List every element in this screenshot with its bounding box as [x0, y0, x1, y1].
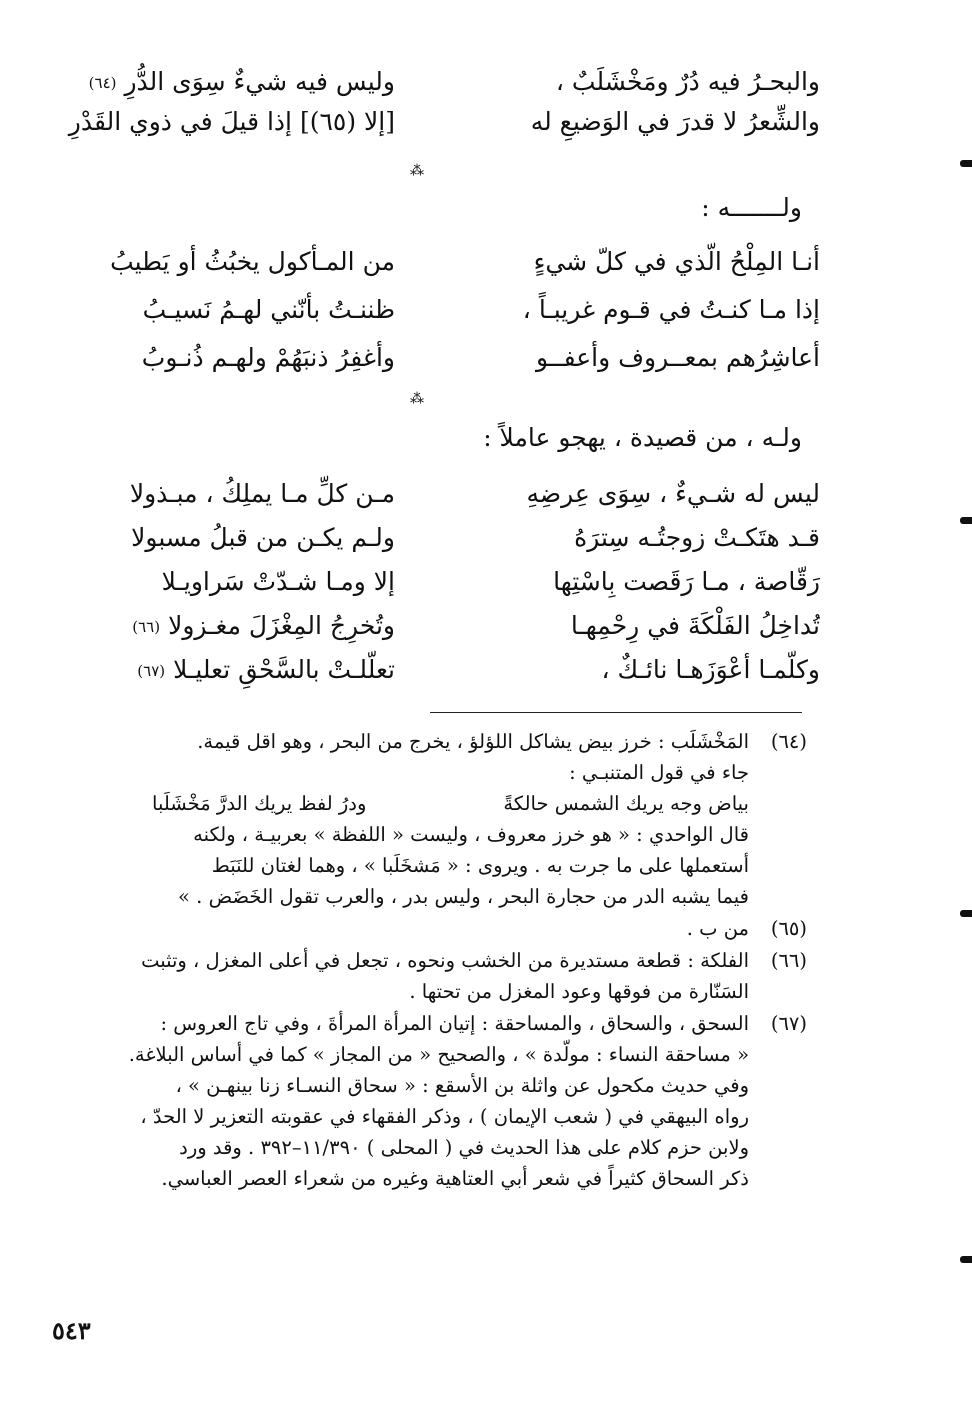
verse-first-hemistich: قـد هتَكـتْ زوجتُـه سِترَهُ: [574, 523, 820, 552]
verse-block-2: [60, 238, 820, 382]
verse-first-hemistich: وكلّمـا أعْوَزَهـا نائـكٌ ،: [601, 655, 820, 684]
footnote-number: (٦٦): [770, 949, 807, 972]
footnote-line: من ب .: [686, 917, 749, 940]
page-number: ٥٤٣: [52, 1316, 91, 1345]
footnote-quoted-verse: [22, 788, 749, 819]
verse-block-3: [60, 472, 820, 692]
footnote-line: « مساحقة النساء : مولّدة » ، والصحيح « من المجاز » كما في أساس البلاغة.: [128, 1043, 749, 1066]
footnote-ref: (٦٤): [88, 74, 117, 92]
footnote-line: فيما يشبه الدر من حجارة البحر ، وليس بدر ، والعرب تقول الخَضَض . »: [178, 885, 749, 908]
footnote-line: الفلكة : قطعة مستديرة من الخشب ونحوه ، تجعل في أعلى المغزل ، وتثبت: [141, 949, 749, 972]
verse-second-hemistich: ولـم يكـن من قبلُ مسبولا: [131, 523, 395, 552]
verse-second-hemistich: [60, 604, 395, 649]
quoted-verse-first-hemistich: بياض وجه يريك الشمس حالكةً: [503, 792, 749, 815]
footnote-number: (٦٧): [770, 1012, 807, 1035]
section-heading: ولـــــــه :: [701, 193, 802, 222]
verse-first-hemistich: والشِّعرُ لا قدرَ في الوَضيعِ له: [530, 107, 820, 136]
footnote-ref: (٦٦): [132, 618, 161, 636]
quoted-verse-second-hemistich: ودرُ لفظ يريك الدرَّ مَخْشَلَبا: [152, 792, 367, 815]
verse-second-hemistich-text: تعلّلـتْ بالسَّحْقِ تعليـلا: [173, 655, 395, 684]
verse-second-hemistich: [60, 648, 395, 693]
verse-block-1: [60, 62, 820, 142]
verse-first-hemistich: والبحـرُ فيه دُرٌ ومَخْشَلَبٌ ،: [555, 67, 820, 96]
verse-first-hemistich: رَقّاصة ، مـا رَقَصت بِاسْتِها: [553, 567, 820, 596]
verse-second-hemistich: ظننـتُ بأنّني لهـمُ نَسيـبُ: [142, 295, 395, 324]
verse-second-hemistich: [60, 102, 395, 142]
verse-second-hemistich: [60, 62, 395, 103]
verse-second-hemistich: من المـأكول يخبُثُ أو يَطيبُ: [110, 247, 395, 276]
verse-first-hemistich: تُداخِلُ الفَلْكَةَ في رِحْمِهـا: [570, 611, 820, 640]
verse-line: [60, 102, 820, 142]
footnote-line: ولابن حزم كلام على هذا الحديث في ( المحلى ) ١١/٣٩٠–٣٩٢ . وقد ورد: [179, 1136, 749, 1159]
verse-line: [60, 62, 820, 102]
verse-line: [60, 560, 820, 604]
footnote-line: السَنّارة من فوقها وعود المغزل من تحتها .: [409, 980, 749, 1003]
footnote: [22, 1008, 807, 1194]
verse-second-hemistich-text: [إلا (٦٥)] إذا قيلَ في ذوي القَدْرِ: [68, 107, 395, 136]
scan-edge-mark: [960, 910, 972, 917]
footnote-line: المَخْشَلَب : خرز بيض يشاكل اللؤلؤ ، يخرج من البحر ، وهو اقل قيمة.: [197, 730, 749, 753]
footnote: [22, 913, 807, 944]
footnote-number: (٦٥): [770, 917, 807, 940]
footnote-line: ذكر السحاق كثيراً في شعر أبي العتاهية وغيره من شعراء العصر العباسي.: [161, 1167, 749, 1190]
verse-second-hemistich-text: وليس فيه شيءٌ سِوَى الدُّرِ: [124, 67, 395, 96]
verse-first-hemistich: أنـا المِلْحُ الّذي في كلّ شيءٍ: [533, 247, 820, 276]
scan-edge-mark: [960, 160, 972, 167]
scan-edge-mark: [960, 517, 972, 524]
footnote-ref: (٦٧): [137, 662, 166, 680]
verse-second-hemistich: وأغفِرُ ذنبَهُمْ ولهـم ذُنـوبُ: [141, 343, 395, 372]
footnotes: [22, 726, 807, 1195]
verse-line: [60, 648, 820, 692]
verse-second-hemistich: مـن كلِّ مـا يملِكُ ، مبـذولا: [129, 479, 395, 508]
scan-edge-mark: [960, 1256, 972, 1263]
footnote-line: وفي حديث مكحول عن واثلة بن الأسقع : « سحاق النسـاء زنا بينهـن » ،: [175, 1074, 749, 1097]
verse-line: [60, 516, 820, 560]
verse-line: [60, 238, 820, 286]
footnote-line: جاء في قول المتنبـي :: [569, 761, 749, 784]
verse-second-hemistich: إلا ومـا شـدّتْ سَراويـلا: [161, 567, 395, 596]
verse-line: [60, 604, 820, 648]
verse-line: [60, 286, 820, 334]
footnote: [22, 945, 807, 1007]
verse-line: [60, 334, 820, 382]
verse-first-hemistich: إذا مـا كنـتُ في قـوم غريبـاً ،: [522, 295, 820, 324]
verse-second-hemistich-text: وتُخرِجُ المِغْزَلَ مغـزولا: [168, 611, 395, 640]
verse-line: [60, 472, 820, 516]
verse-first-hemistich: أعاشِرُهم بمعــروف وأعفــو: [536, 343, 820, 372]
footnote: [22, 726, 807, 912]
section-separator: ⁂: [410, 163, 422, 179]
footnote-line: قال الواحدي : « هو خرز معروف ، وليست « اللفظة » بعربيـة ، ولكنه: [193, 823, 749, 846]
section-heading: ولـه ، من قصيدة ، يهجو عاملاً :: [483, 423, 802, 452]
section-separator: ⁂: [410, 391, 422, 407]
footnote-line: أستعملها على ما جرت به . ويروى : « مَشخَلَبا » ، وهما لغتان للنَبَط: [211, 854, 749, 877]
verse-first-hemistich: ليس له شـيءٌ ، سِوَى عِرضِهِ: [526, 479, 820, 508]
footnote-number: (٦٤): [770, 730, 807, 753]
footnote-line: رواه البيهقي في ( شعب الإيمان ) ، وذكر الفقهاء في عقوبته التعزير لا الحدّ ،: [140, 1105, 749, 1128]
footnote-line: السحق ، والسحاق ، والمساحقة : إتيان المرأة المرأةَ ، وفي تاج العروس :: [160, 1012, 749, 1035]
footnote-divider: [430, 712, 802, 713]
